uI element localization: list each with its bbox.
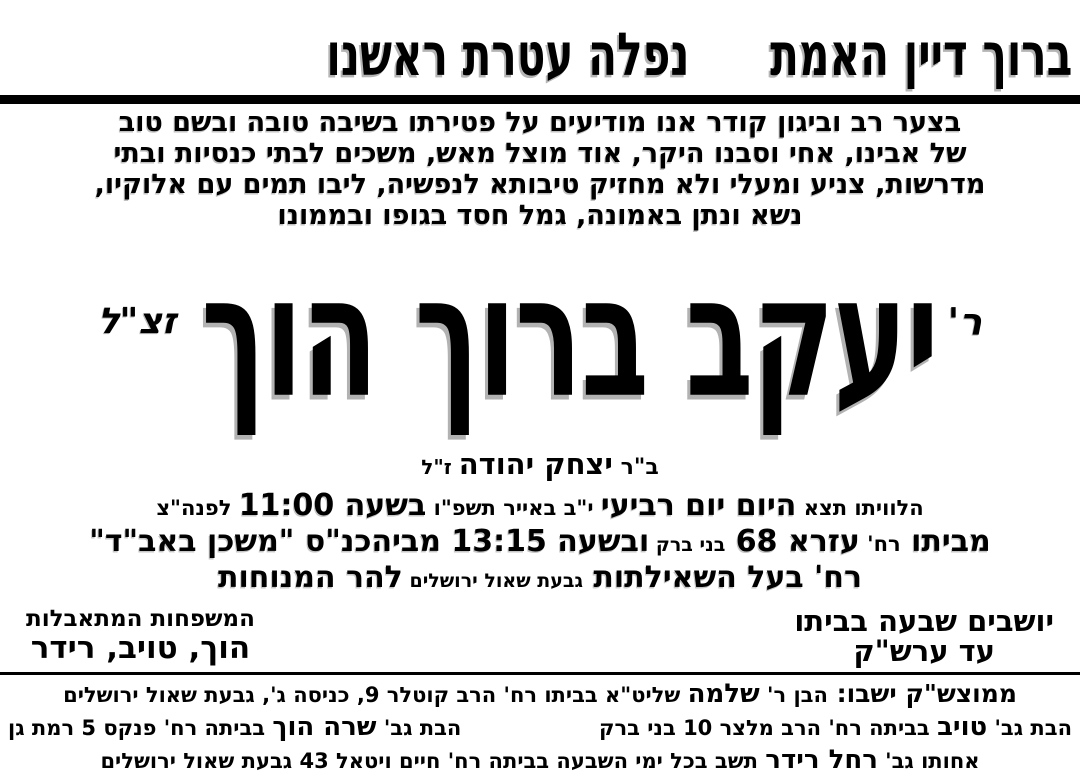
top-divider [0,95,1080,104]
son-name: שלמה [687,679,760,709]
father-name: יצחק יהודה [458,447,613,481]
deceased-name-row [0,233,1080,445]
daughter-hoch-entry [8,712,461,745]
son-prefix: הבן ר' [759,683,828,707]
header-title-baruch-dayan: ברוך דיין האמת [769,21,1072,91]
father-prefix: ב"ר [612,455,659,480]
deceased-name: יעקב ברוך הוך [201,241,939,436]
bottom-line-1 [8,679,1072,712]
deceased-title-prefix: ר' [947,300,983,344]
daughter-hoch-address: בביתה רח' פנקס 5 רמת גן [8,716,273,740]
father-honorific: ז"ל [421,455,459,479]
funeral-l3-cemetery: להר המנוחות [217,560,403,595]
funeral-l1-ampm: לפנה"צ [156,496,239,520]
header [0,0,1080,91]
header-title-nafla-ateret: נפלה עטרת ראשנו [326,21,690,91]
funeral-line-2 [0,526,1080,562]
intro-line-2: של אבינו, אחי וסבנו היקר, אוד מוצל מאש, משכים לבתי כנסיות ובתי [113,138,967,169]
intro-line-1: בצער רב וביגון קודר אנו מודיעים על פטירתו בשיבה טובה ובשם טוב [118,107,962,138]
daughter-toib-entry [599,712,1072,745]
sister-name: רחל רידר [765,745,878,775]
father-line [0,449,1080,484]
funeral-line-1 [0,490,1080,526]
daughter-hoch-prefix: הבת גב' [376,716,462,740]
funeral-l3-street: רח' בעל השאילתות [582,560,863,595]
funeral-l1-time: בשעה 11:00 [238,488,427,523]
mourning-families [26,606,255,664]
sister-address: תשב בכל ימי השבעה בביתה רח' חיים ויטאל 43 גבעת שאול ירושלים [100,749,766,773]
daughter-toib-prefix: הבת גב' [987,716,1072,740]
families-label: המשפחות המתאבלות [26,606,255,632]
shiva-sitting-info [794,606,1054,666]
shiva-until-line: עד ערש"ק [853,634,995,668]
motzaei-shabbat-label: ממוצש"ק ישבו: [827,679,1017,708]
daughter-hoch-name: שרה הוך [272,712,377,742]
sister-prefix: אחותו גב' [877,749,980,773]
funeral-l3-neighborhood: גבעת שאול ירושלים [402,570,583,592]
funeral-details [0,490,1080,598]
funeral-l2-street-abbr: רח' [859,532,901,556]
daughter-toib-address: בביתה רח' הרב מלצר 10 בני ברק [599,716,938,740]
funeral-l2-synagogue: ובשעה 13:15 מביהכנ"ס "משכן באב"ד" [89,524,650,559]
intro-paragraph [0,107,1080,231]
intro-line-3: מדרשות, צניע ומעלי ולא מחזיק טיבותא לנפשיה, ליבו תמים עם אלוקיו, [94,169,986,200]
deceased-honorific: זצ"ל [97,301,177,342]
funeral-l2-address: עזרא 68 [725,524,860,559]
funeral-l1-lead: הלוויתו תצא [796,496,924,520]
funeral-l2-city: בני ברק [649,534,726,556]
funeral-l1-day: היום יום רביעי [600,488,797,523]
shiva-section [0,598,1080,666]
funeral-line-3 [0,562,1080,598]
funeral-l1-date: י"ב באייר תשפ"ו [426,496,601,520]
bottom-line-2 [8,712,1072,745]
son-address: שליט"א בביתו רח' הרב קוטלר 9, כניסה ג', גבעת שאול ירושלים [63,683,688,707]
intro-line-4: נשא ונתן באמונה, גמל חסד בגופו ובממונו [277,200,803,231]
shiva-location-line: יושבים שבעה בביתו [794,604,1054,638]
funeral-l2-from-home: מביתו [900,524,991,559]
daughter-toib-name: טויב [937,712,988,742]
families-names: הוך, טויב, רידר [30,630,251,666]
bottom-line-3 [8,745,1072,778]
